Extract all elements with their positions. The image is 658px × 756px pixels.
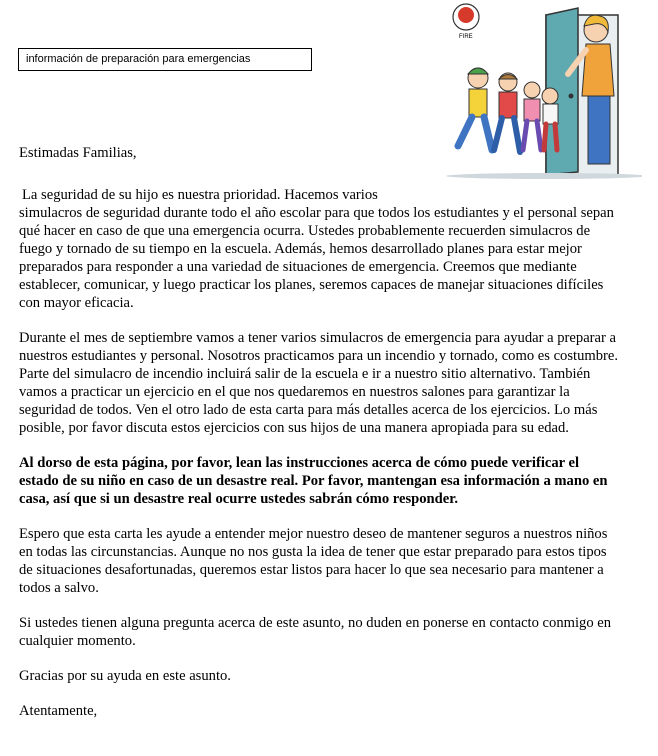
paragraph-instructions-notice: Al dorso de esta página, por favor, lean las instrucciones acerca de cómo puede verificar el estado de su niño en caso de un desastre real. Por favor, mantengan esa información a mano en casa, así que si un desastre real ocurre ustedes sabrán cómo responder. [19,455,608,507]
paragraph-september-drills: Durante el mes de septiembre vamos a tener varios simulacros de emergencia para ayudar a preparar a nuestros estudiantes y personal. Nosotros practicamos para un incendio y tornado, como es costumbre. Parte del simulacro de incendio incluirá salir de la escuela e ir a nuestro sitio alternativo. También vamos a practicar un ejercicio en el que nos quedaremos en nuestros salones para garantizar la seguridad de todos. Ven el otro lado de esta carta para más detalles acerca de los ejercicios. Lo más posible, por favor discuta estos ejercicios con sus hijos de una manera apropiada para su edad. [19,330,619,436]
paragraph-understanding: Espero que esta carta les ayude a entender mejor nuestro deseo de mantener seguros a nuestros niños en todas las circunstancias. Aunque no nos gusta la idea de tener que estar preparado para estos tipos de situaciones desafortunadas, queremos estar listos para hacer lo que sea necesario para mantener a todos a salvo. [19,526,608,596]
letter-body [19,144,619,720]
child-3 [523,82,541,150]
child-2 [494,73,520,152]
document-title: información de preparación para emergencias [18,48,312,71]
door-knob [569,94,574,99]
paragraph-priority-lead: La seguridad de su hijo es nuestra prioridad. Hacemos varios [22,187,378,203]
greeting: Estimadas Familias, [19,145,137,161]
fire-sign-label: FIRE [459,34,473,40]
paragraph-priority-body: simulacros de seguridad durante todo el año escolar para que todos los estudiantes y el personal sepan qué hacer en caso de que una emergencia ocurra. Ustedes probablemente recuerden simulacros de fuego y tornado de su tiempo en la escuela. Además, hemos desarrollado planes para estar mejor preparados para responder a una variedad de situaciones de emergencia. Creemos que mediante establecer, comunicar, y luego practicar los planes, seremos capaces de manejar situaciones difíciles con mayor eficacia. [19,205,614,311]
paragraph-thanks: Gracias por su ayuda en este asunto. [19,668,231,684]
paragraph-priority [19,186,619,312]
paragraph-questions: Si ustedes tienen alguna pregunta acerca de este asunto, no duden en ponerse en contacto conmigo en cualquier momento. [19,615,612,649]
child-1 [458,68,492,150]
closing: Atentamente, [19,703,98,719]
